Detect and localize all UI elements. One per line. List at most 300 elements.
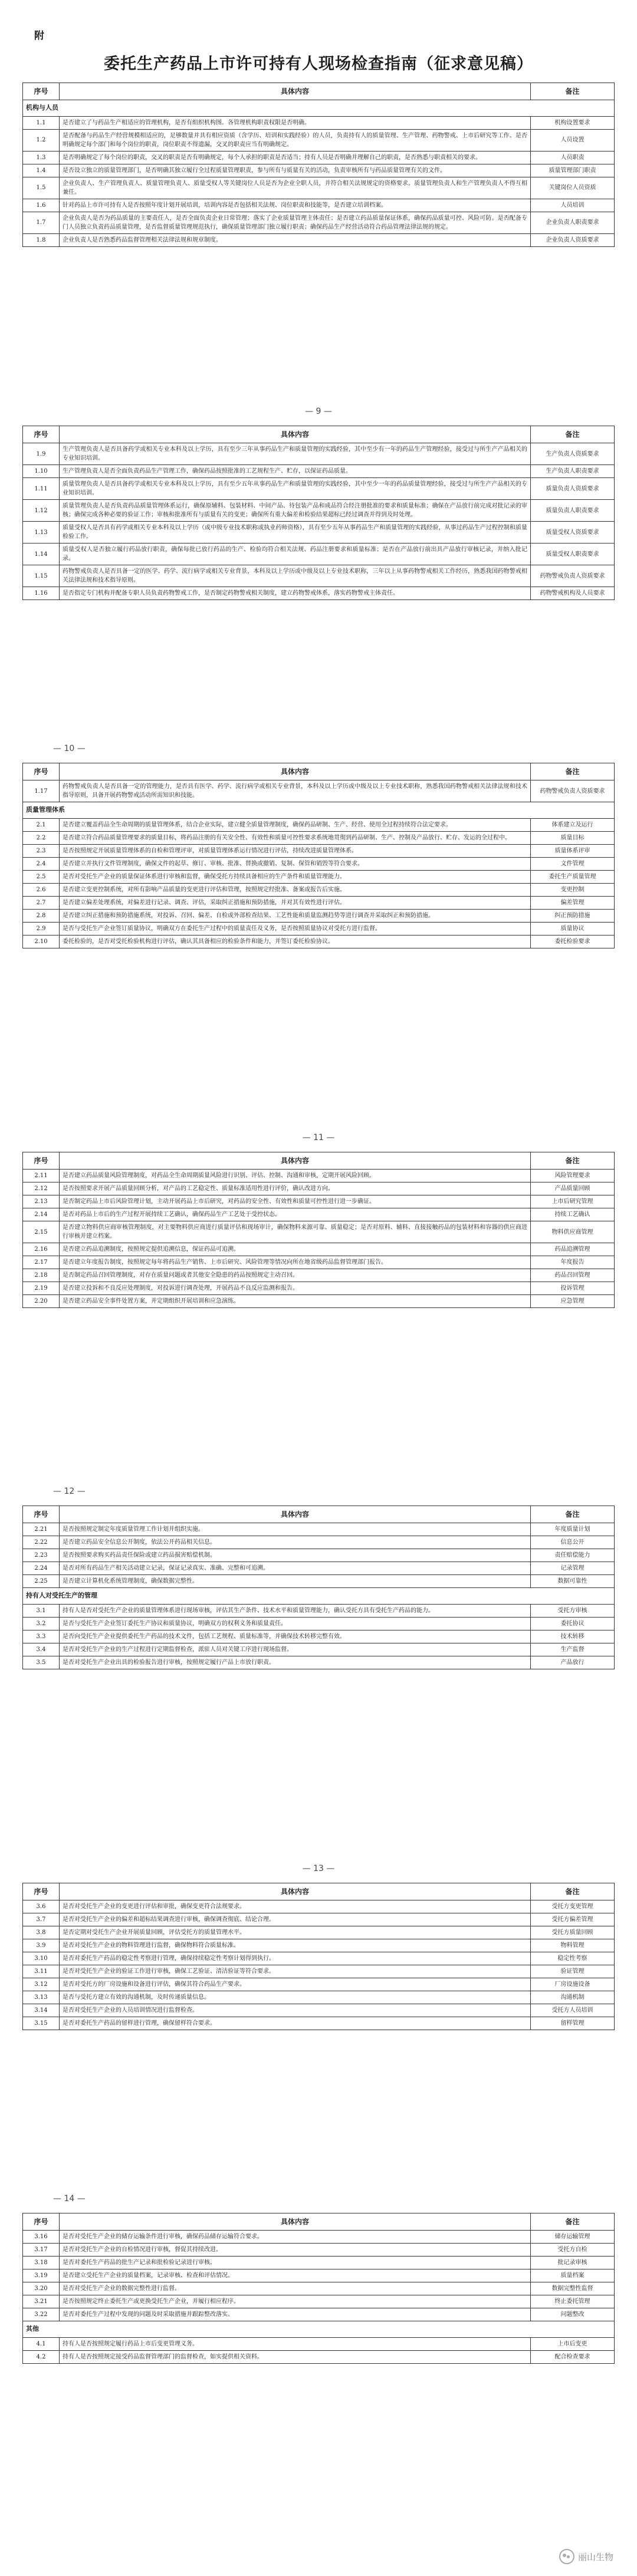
row-content: 是否建立符合药品质量管理要求的质量目标，将药品注册的有关安全性、有效性和质量可控性要求系统地贯彻到药品研制、生产、控制及产品放行、贮存、发运的全过程中。: [60, 831, 531, 844]
row-content: 是否对受托生产企业的变更进行评估和审批，确保变更符合法规要求。: [60, 1900, 531, 1913]
table-row: [23, 1913, 615, 1926]
row-content: 是否对药品上市后的生产过程开展持续工艺确认，确保药品生产工艺处于受控状态。: [60, 1208, 531, 1221]
table-row: [23, 465, 615, 478]
row-note: 生产负责人职责要求: [531, 465, 615, 478]
table-row: [23, 922, 615, 935]
row-number: 4.2: [23, 2350, 60, 2363]
row-number: 2.3: [23, 844, 60, 857]
row-note: 受托方变更管理: [531, 1900, 615, 1913]
table-header-row: [23, 2213, 615, 2231]
section-row: [23, 2321, 615, 2338]
row-content: 是否对受托生产企业的生产过程进行定期监督检查，派驻人员对关键工序进行现场监督。: [60, 1643, 531, 1656]
row-number: 2.5: [23, 870, 60, 883]
table-row: [23, 1643, 615, 1656]
table-row: [23, 896, 615, 909]
row-content: 是否对受托生产企业的自检情况进行审核，督促其持续改进。: [60, 2244, 531, 2257]
row-note: 数据可靠性: [531, 1575, 615, 1588]
table-header-row: [23, 1152, 615, 1170]
row-note: 物料管理: [531, 1939, 615, 1952]
page-number: — 10 —: [53, 744, 86, 753]
row-note: 受托方自检: [531, 2244, 615, 2257]
header-no: 序号: [23, 426, 60, 443]
row-note: 产品质量回顾: [531, 1182, 615, 1195]
row-content: 是否建立变更控制系统，对所有影响产品质量的变更进行评估和管理，按照规定经批准、备案或报告后实施。: [60, 883, 531, 896]
row-content: 是否建立了与药品生产相适应的管理机构，是否有组织机构图。各管理机构职责权限是否明确。: [60, 116, 531, 129]
row-content: 是否建立投诉和不良反应处理制度，对投诉进行调查处理，开展药品不良反应监测和报告。: [60, 1282, 531, 1295]
row-note: 生产监督: [531, 1643, 615, 1656]
row-note: 受托方质量回顾: [531, 1926, 615, 1939]
row-content: 是否对委托生产药品的留样进行管理，确保留样符合要求。: [60, 2017, 531, 2030]
row-note: 委托检验要求: [531, 935, 615, 948]
table-row: [23, 1604, 615, 1617]
page-table-4: [22, 1152, 615, 1308]
row-number: 1.7: [23, 212, 60, 233]
row-content: 是否对受托生产企业的物料管理进行监督，确保物料符合质量标准。: [60, 1939, 531, 1952]
row-number: 1.14: [23, 543, 60, 565]
row-note: 上市后变更: [531, 2337, 615, 2350]
row-content: 质量管理负责人是否具备药学或相关专业本科及以上学历，具有至少五年从事药品生产和质量管理的实践经验，其中至少一年的药品质量管理经验，接受过与所生产产品相关的专业知识培训。: [60, 478, 531, 500]
row-content: 委托检验的，是否对受托检验机构进行评估，确认其具备相应的检验条件和能力，并签订委托检验协议。: [60, 935, 531, 948]
row-note: 责任赔偿能力: [531, 1549, 615, 1562]
row-number: 1.9: [23, 443, 60, 465]
row-note: 体系建立及运行: [531, 818, 615, 831]
table-row: [23, 2337, 615, 2350]
row-content: 是否建立药品追溯制度，按照规定提供追溯信息，保证药品可追溯。: [60, 1243, 531, 1256]
row-note: 质量受权人资质要求: [531, 522, 615, 543]
row-note: 配合检查要求: [531, 2350, 615, 2363]
table-row: [23, 151, 615, 164]
row-number: 2.7: [23, 896, 60, 909]
row-note: 机构设置要求: [531, 116, 615, 129]
row-content: 是否与受托生产企业签订质量协议，明确双方在委托生产过程中的质量责任及义务，是否按照质量协议对受托方进行监督。: [60, 922, 531, 935]
table-row: [23, 1549, 615, 1562]
row-content: 是否按照要求购买药品责任保险或建立药品损害赔偿机制。: [60, 1549, 531, 1562]
row-number: 3.16: [23, 2231, 60, 2244]
row-note: 物料供应商管理: [531, 1221, 615, 1243]
row-note: 投诉管理: [531, 1282, 615, 1295]
header-no: 序号: [23, 83, 60, 100]
row-note: 质量协议: [531, 922, 615, 935]
row-content: 生产管理负责人是否全面负责药品生产管理工作，确保药品按照批准的工艺规程生产、贮存，以保证药品质量。: [60, 465, 531, 478]
row-number: 2.22: [23, 1536, 60, 1549]
header-note: 备注: [531, 83, 615, 100]
row-content: 是否对受托生产企业的数据完整性进行监督。: [60, 2282, 531, 2295]
header-content: 具体内容: [60, 426, 531, 443]
page-number: — 12 —: [53, 1487, 86, 1496]
row-number: 2.20: [23, 1295, 60, 1308]
row-number: 3.21: [23, 2295, 60, 2308]
table-row: [23, 116, 615, 129]
row-content: 持有人是否按照规定履行药品上市后变更管理义务。: [60, 2337, 531, 2350]
watermark: [559, 2549, 613, 2564]
table-row: [23, 780, 615, 802]
table-row: [23, 543, 615, 565]
table-row: [23, 2308, 615, 2321]
section-title: 机构与人员: [23, 100, 615, 117]
row-content: 是否制定药品上市后风险管理计划，主动开展药品上市后研究，对药品的安全性、有效性和质量可控性进行进一步确证。: [60, 1195, 531, 1208]
row-content: 是否建立药品安全信息公开制度，依法公开药品相关信息。: [60, 1536, 531, 1549]
row-content: 是否设立独立的质量管理部门，是否明确其独立履行全过程质量管理职责，参与所有与质量有关的活动，负责审核所有与药品质量管理有关的文件。: [60, 164, 531, 177]
row-number: 2.10: [23, 935, 60, 948]
row-content: 企业负责人是否为药品质量的主要责任人，是否全面负责企业日常管理；落实了企业质量管理主体责任；是否建立药品质量保证体系，确保药品质量可控、风险可防。是否配备专门人员独立负责药品质量管理，是否监督质量管理规范执行，确保质量管理部门独立履行职责；确保药品生产经营活动符合药品管理法律法规的规定。: [60, 212, 531, 233]
table-row: [23, 1221, 615, 1243]
row-note: 药物警戒负责人资质要求: [531, 565, 615, 587]
section-title: 持有人对受托生产的管理: [23, 1588, 615, 1605]
table-row: [23, 1170, 615, 1182]
row-number: 4.1: [23, 2337, 60, 2350]
section-row: [23, 802, 615, 819]
row-content: 是否对受托生产企业的验证工作进行审核，确保工艺验证、清洁验证等符合要求。: [60, 1965, 531, 1978]
row-note: 年度质量计划: [531, 1523, 615, 1536]
row-note: 问题整改: [531, 2308, 615, 2321]
row-number: 3.4: [23, 1643, 60, 1656]
row-content: 是否指定专门机构并配备专职人员负责药物警戒工作，是否制定药物警戒相关制度，建立药物警戒体系，落实药物警戒主体责任。: [60, 587, 531, 600]
section-title: 质量管理体系: [23, 802, 615, 819]
row-note: 质量负责人职责要求: [531, 500, 615, 522]
header-content: 具体内容: [60, 2213, 531, 2231]
section-title: 其他: [23, 2321, 615, 2338]
row-content: 生产管理负责人是否具备药学或相关专业本科及以上学历，具有至少三年从事药品生产和质量管理的实践经验，其中至少有一年的药品生产管理经验，接受过与所生产产品相关的专业知识培训。: [60, 443, 531, 465]
wechat-icon: [559, 2549, 574, 2564]
row-number: 2.9: [23, 922, 60, 935]
row-content: 是否按照规定终止委托生产或更换受托生产企业，并履行相应程序。: [60, 2295, 531, 2308]
table-row: [23, 1269, 615, 1282]
row-number: 3.19: [23, 2269, 60, 2282]
row-note: 人员职责: [531, 151, 615, 164]
row-number: 3.10: [23, 1952, 60, 1965]
row-number: 2.11: [23, 1170, 60, 1182]
row-number: 3.5: [23, 1656, 60, 1669]
row-number: 1.16: [23, 587, 60, 600]
row-content: 是否与受托生产企业签订委托生产协议和质量协议，明确双方的权利义务和质量责任。: [60, 1617, 531, 1630]
header-note: 备注: [531, 763, 615, 780]
row-note: 稳定性考察: [531, 1952, 615, 1965]
table-row: [23, 1195, 615, 1208]
row-note: 委托协议: [531, 1617, 615, 1630]
row-content: 企业负责人、生产管理负责人、质量管理负责人、质量受权人等关键岗位人员是否为企业全职人员，并符合相关法规规定的资格要求。质量管理负责人和生产管理负责人不得互相兼任。: [60, 177, 531, 199]
row-content: 针对药品上市许可持有人是否按照年度计划开展培训，培训内容是否包括相关法规、岗位职责和技能等，是否建立培训档案。: [60, 199, 531, 212]
row-note: 委托生产质量管理: [531, 870, 615, 883]
row-note: 药品召回管理: [531, 1269, 615, 1282]
header-no: 序号: [23, 1883, 60, 1900]
table-row: [23, 935, 615, 948]
row-note: 偏差管理: [531, 896, 615, 909]
row-content: 是否配备与药品生产经营规模相适应的，足够数量并具有相应资质（含学历、培训和实践经验）的人员，负责持有人的质量管理、生产管理、药物警戒、上市后研究等工作。是否明确规定每个部门和每个岗位的职责，岗位职责不得遗漏，交叉的职责应当有明确规定。: [60, 129, 531, 151]
row-content: 质量管理负责人是否负责药品质量管理体系运行，确保原辅料、包装材料、中间产品、待包装产品和成品符合经注册批准的要求和质量标准；确保在产品放行前完成对批记录的审核；确保完成各种必要的验证工作；审核和批准所有与质量有关的变更；确保所有重大偏差和检验结果超标已经过调查并得到及时处理。: [60, 500, 531, 522]
table-row: [23, 844, 615, 857]
row-note: 质量体系评审: [531, 844, 615, 857]
row-content: 质量受权人是否独立履行药品放行职责，确保每批已放行药品的生产、检验均符合相关法规、药品注册要求和质量标准；是否在产品放行前出具产品放行审核记录，并纳入批记录。: [60, 543, 531, 565]
row-note: 药品追溯管理: [531, 1243, 615, 1256]
table-row: [23, 2017, 615, 2030]
row-note: 文件管理: [531, 857, 615, 870]
row-number: 2.6: [23, 883, 60, 896]
table-row: [23, 1575, 615, 1588]
table-row: [23, 233, 615, 246]
header-note: 备注: [531, 426, 615, 443]
row-content: 是否对受托生产企业出具的检验报告进行审核，按照规定履行产品上市放行职责。: [60, 1656, 531, 1669]
page-table-2: [22, 426, 615, 600]
page-number: — 14 —: [53, 2194, 86, 2203]
header-content: 具体内容: [60, 1152, 531, 1170]
row-content: 质量受权人是否具有药学或相关专业本科及以上学历（或中级专业技术职称或执业药师资格），具有至少五年从事药品生产和质量管理的实践经验，从事过药品生产过程控制和质量检验工作。: [60, 522, 531, 543]
table-row: [23, 1978, 615, 1991]
table-row: [23, 1282, 615, 1295]
row-content: 是否按照规定开展质量管理体系的自检和管理评审，对质量管理体系运行情况进行评估，持续改进质量管理体系。: [60, 844, 531, 857]
page-table-1: [22, 83, 615, 247]
table-row: [23, 1256, 615, 1269]
row-number: 3.12: [23, 1978, 60, 1991]
table-row: [23, 1926, 615, 1939]
row-number: 3.11: [23, 1965, 60, 1978]
row-number: 2.24: [23, 1562, 60, 1575]
header-no: 序号: [23, 763, 60, 780]
row-note: 厂房设施设备: [531, 1978, 615, 1991]
header-content: 具体内容: [60, 763, 531, 780]
header-no: 序号: [23, 1506, 60, 1523]
row-number: 1.17: [23, 780, 60, 802]
table-row: [23, 1182, 615, 1195]
table-row: [23, 2244, 615, 2257]
header-note: 备注: [531, 1883, 615, 1900]
row-number: 1.6: [23, 199, 60, 212]
row-content: 是否对受托生产企业的质量保证体系进行审核和监督，确保受托方持续具备相应的生产条件和质量管理能力。: [60, 870, 531, 883]
row-content: 是否建立受托生产企业的质量档案，记录审核、检查和评估情况。: [60, 2269, 531, 2282]
row-note: 企业负责人职责要求: [531, 212, 615, 233]
table-header-row: [23, 763, 615, 780]
table-row: [23, 870, 615, 883]
row-number: 2.1: [23, 818, 60, 831]
row-content: 是否按照规定制定年度质量管理工作计划并组织实施。: [60, 1523, 531, 1536]
row-note: 受托方偏差管理: [531, 1913, 615, 1926]
row-number: 3.14: [23, 2004, 60, 2017]
header-no: 序号: [23, 2213, 60, 2231]
table-row: [23, 2350, 615, 2363]
table-row: [23, 522, 615, 543]
row-number: 2.16: [23, 1243, 60, 1256]
table-row: [23, 565, 615, 587]
row-content: 是否对委托生产药品的稳定性考察进行管理，确保持续稳定性考察计划得到执行。: [60, 1952, 531, 1965]
header-note: 备注: [531, 1152, 615, 1170]
row-number: 1.10: [23, 465, 60, 478]
row-note: 人员培训: [531, 199, 615, 212]
page-table-5: [22, 1506, 615, 1669]
row-number: 3.1: [23, 1604, 60, 1617]
row-number: 3.8: [23, 1926, 60, 1939]
table-row: [23, 1562, 615, 1575]
header-content: 具体内容: [60, 1883, 531, 1900]
row-content: 是否制定药品召回管理制度，对存在质量问题或者其他安全隐患的药品按照规定主动召回。: [60, 1269, 531, 1282]
row-note: 验证管理: [531, 1965, 615, 1978]
row-note: 年度报告: [531, 1256, 615, 1269]
table-row: [23, 1536, 615, 1549]
table-row: [23, 1295, 615, 1308]
section-row: [23, 100, 615, 117]
header-content: 具体内容: [60, 1506, 531, 1523]
row-content: 是否建立物料供应商审核管理制度，对主要物料供应商进行质量评估和现场审计，确保物料来源可靠、质量稳定；是否对原料、辅料、直接接触药品的包装材料和容器的供应商进行审核并建立档案。: [60, 1221, 531, 1243]
row-note: 留样管理: [531, 2017, 615, 2030]
row-note: 质量受权人职责要求: [531, 543, 615, 565]
table-header-row: [23, 1506, 615, 1523]
row-content: 是否建立覆盖药品全生命周期的质量管理体系，结合企业实际，建立健全质量管理制度，确保药品研制、生产、经营、使用全过程持续符合法定要求。: [60, 818, 531, 831]
row-number: 1.1: [23, 116, 60, 129]
table-row: [23, 478, 615, 500]
row-number: 1.3: [23, 151, 60, 164]
attachment-label: 附: [34, 30, 44, 42]
document-title: 委托生产药品上市许可持有人现场检查指南（征求意见稿）: [104, 55, 533, 73]
row-content: 是否向受托生产企业提供委托生产药品的技术文件，包括工艺规程、质量标准等，并确保技术转移完整有效。: [60, 1630, 531, 1643]
table-row: [23, 2231, 615, 2244]
row-content: 药物警戒负责人是否具备一定的医学、药学、流行病学或相关专业背景，本科及以上学历或中级及以上专业技术职称，三年以上从事药物警戒相关工作经历，熟悉我国药物警戒相关法律法规和技术指导原则。: [60, 565, 531, 587]
table-row: [23, 2004, 615, 2017]
table-row: [23, 1965, 615, 1978]
row-number: 3.9: [23, 1939, 60, 1952]
table-row: [23, 909, 615, 922]
row-note: 记录管理: [531, 1562, 615, 1575]
row-note: 质量负责人资质要求: [531, 478, 615, 500]
table-row: [23, 2269, 615, 2282]
row-note: 终止委托管理: [531, 2295, 615, 2308]
row-number: 3.20: [23, 2282, 60, 2295]
row-number: 2.14: [23, 1208, 60, 1221]
table-row: [23, 818, 615, 831]
row-content: 是否建立年度报告制度，按照规定每年将药品生产销售、上市后研究、风险管理等情况向所在地省级药品监督管理部门报告。: [60, 1256, 531, 1269]
row-number: 1.13: [23, 522, 60, 543]
row-number: 1.4: [23, 164, 60, 177]
row-note: 药物警戒负责人资质要求: [531, 780, 615, 802]
row-note: 纠正预防措施: [531, 909, 615, 922]
row-number: 2.13: [23, 1195, 60, 1208]
header-note: 备注: [531, 1506, 615, 1523]
row-content: 药物警戒负责人是否具备一定的管理能力，是否具有医学、药学、流行病学或相关专业背景，本科及以上学历或中级及以上专业技术职称，熟悉我国药物警戒相关法律法规和技术指导原则，具备开展药物警戒活动所需知识和技能。: [60, 780, 531, 802]
row-number: 3.18: [23, 2257, 60, 2269]
table-row: [23, 1630, 615, 1643]
table-header-row: [23, 1883, 615, 1900]
row-note: 药物警戒机构及人员要求: [531, 587, 615, 600]
row-content: 是否建立药品安全事件处置方案，并定期组织开展培训和应急演练。: [60, 1295, 531, 1308]
row-note: 批记录审核: [531, 2257, 615, 2269]
table-header-row: [23, 426, 615, 443]
row-note: 应急管理: [531, 1295, 615, 1308]
row-content: 是否对受托方的厂房设施和设备进行评估，确保其符合药品生产要求。: [60, 1978, 531, 1991]
row-number: 2.19: [23, 1282, 60, 1295]
row-note: 变更控制: [531, 883, 615, 896]
row-note: 人员设置: [531, 129, 615, 151]
row-content: 是否建立偏差处理系统，对偏差进行记录、调查、评估，采取纠正措施和预防措施，并对其有效性进行评估。: [60, 896, 531, 909]
row-note: 风险管理要求: [531, 1170, 615, 1182]
row-content: 是否对受托生产企业的人员培训情况进行监督检查。: [60, 2004, 531, 2017]
row-content: 是否对委托生产过程中发现的问题及时采取措施并跟踪整改落实。: [60, 2308, 531, 2321]
row-number: 2.18: [23, 1269, 60, 1282]
watermark-text: 丽山生物: [577, 2551, 613, 2562]
table-row: [23, 1991, 615, 2004]
row-content: 持有人是否按照规定接受药品监督管理部门的监督检查，如实提供相关资料。: [60, 2350, 531, 2363]
row-note: 生产负责人资质要求: [531, 443, 615, 465]
section-row: [23, 1588, 615, 1605]
table-row: [23, 443, 615, 465]
table-header-row: [23, 83, 615, 100]
row-number: 2.8: [23, 909, 60, 922]
table-row: [23, 857, 615, 870]
row-number: 2.15: [23, 1221, 60, 1243]
row-number: 2.23: [23, 1549, 60, 1562]
row-content: 是否对受托生产企业的偏差和超标结果调查进行审核，确保调查彻底、结论合理。: [60, 1913, 531, 1926]
page-table-6: [22, 1883, 615, 2030]
row-number: 1.11: [23, 478, 60, 500]
row-note: 技术转移: [531, 1630, 615, 1643]
row-note: 企业负责人资质要求: [531, 233, 615, 246]
row-number: 3.22: [23, 2308, 60, 2321]
row-note: 质量目标: [531, 831, 615, 844]
table-row: [23, 500, 615, 522]
row-number: 1.2: [23, 129, 60, 151]
row-number: 2.17: [23, 1256, 60, 1269]
table-row: [23, 831, 615, 844]
row-content: 是否对受托生产企业的储存运输条件进行审核，确保药品储存运输符合要求。: [60, 2231, 531, 2244]
row-number: 1.12: [23, 500, 60, 522]
table-row: [23, 2257, 615, 2269]
page-table-3: [22, 763, 615, 948]
row-number: 3.15: [23, 2017, 60, 2030]
table-row: [23, 212, 615, 233]
row-note: 储存运输管理: [531, 2231, 615, 2244]
row-note: 质量管理部门职责: [531, 164, 615, 177]
row-note: 信息公开: [531, 1536, 615, 1549]
table-row: [23, 1617, 615, 1630]
header-content: 具体内容: [60, 83, 531, 100]
row-note: 关键岗位人员资质: [531, 177, 615, 199]
row-content: 持有人是否对受托生产企业的质量管理体系进行现场审核，评估其生产条件、技术水平和质量管理能力，确认受托方具有受托生产药品的能力。: [60, 1604, 531, 1617]
row-content: 是否与受托方建立有效的沟通机制，及时传递质量信息。: [60, 1991, 531, 2004]
row-content: 是否建立纠正措施和预防措施系统，对投诉、召回、偏差、自检或外部检查结果、工艺性能和质量监测趋势等进行调查并采取纠正和预防措施。: [60, 909, 531, 922]
table-row: [23, 1523, 615, 1536]
row-note: 受托方审核: [531, 1604, 615, 1617]
page-number: — 9 —: [305, 407, 332, 416]
row-note: 沟通机制: [531, 1991, 615, 2004]
row-number: 2.4: [23, 857, 60, 870]
row-number: 3.7: [23, 1913, 60, 1926]
row-number: 2.25: [23, 1575, 60, 1588]
table-row: [23, 177, 615, 199]
header-no: 序号: [23, 1152, 60, 1170]
table-row: [23, 199, 615, 212]
table-row: [23, 1952, 615, 1965]
table-row: [23, 587, 615, 600]
table-row: [23, 1243, 615, 1256]
row-note: 受托方人员培训: [531, 2004, 615, 2017]
row-number: 3.2: [23, 1617, 60, 1630]
row-number: 2.12: [23, 1182, 60, 1195]
row-note: 持续工艺确认: [531, 1208, 615, 1221]
row-content: 是否明确规定了每个岗位的职责，交叉的职责是否有明确规定，每个人承担的职责是否适当；持有人员是否明确并理解自己的职责，是否熟悉与职责相关的要求。: [60, 151, 531, 164]
table-row: [23, 2282, 615, 2295]
row-content: 是否定期对受托生产企业开展质量回顾，评估受托方的质量管理水平。: [60, 1926, 531, 1939]
row-note: 数据完整性监督: [531, 2282, 615, 2295]
row-content: 是否建立药品质量风险管理制度，对药品全生命周期质量风险进行识别、评估、控制、沟通和审核，定期开展风险回顾。: [60, 1170, 531, 1182]
page-table-7: [22, 2213, 615, 2364]
row-content: 是否对委托生产药品的批生产记录和批检验记录进行审核。: [60, 2257, 531, 2269]
row-content: 是否对所有药品生产相关活动建立记录，保证记录真实、准确、完整和可追溯。: [60, 1562, 531, 1575]
table-row: [23, 164, 615, 177]
table-row: [23, 1900, 615, 1913]
row-note: 上市后研究管理: [531, 1195, 615, 1208]
header-note: 备注: [531, 2213, 615, 2231]
row-content: 是否建立计算机化系统管理制度，确保数据完整性。: [60, 1575, 531, 1588]
row-number: 3.17: [23, 2244, 60, 2257]
page-number: — 13 —: [302, 1864, 335, 1873]
row-content: 是否按照要求开展产品质量回顾分析，对产品的工艺稳定性、质量标准适用性进行评价，确认改进方向。: [60, 1182, 531, 1195]
page-number: — 11 —: [302, 1133, 335, 1142]
